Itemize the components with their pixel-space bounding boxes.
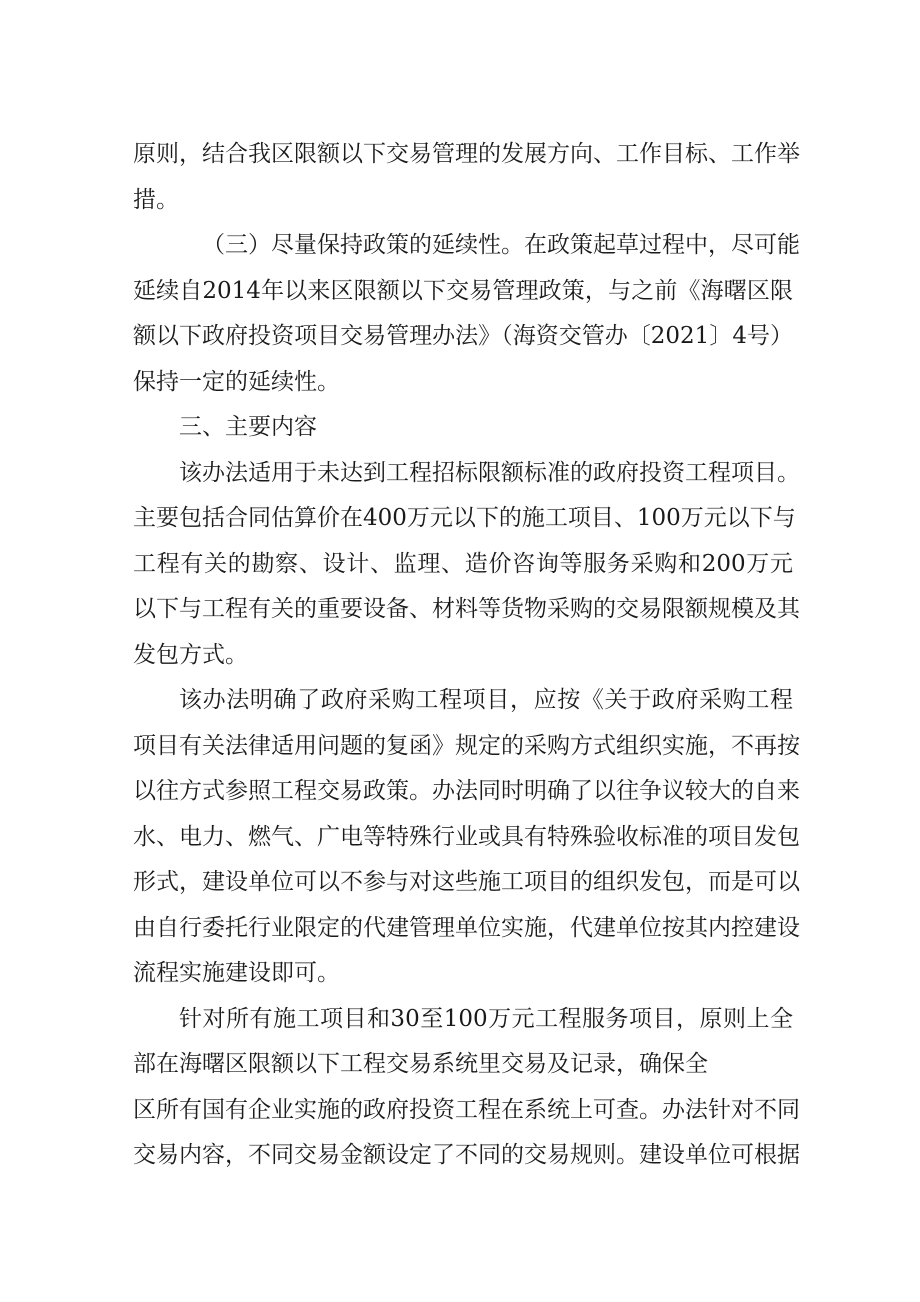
paragraph-line: 以往方式参照工程交易政策。办法同时明确了以往争议较大的自来 bbox=[133, 778, 800, 804]
paragraph-line: 水、电力、燃气、广电等特殊行业或具有特殊验收标准的项目发包 bbox=[133, 823, 800, 850]
paragraph-line: 形式，建设单位可以不参与对这些施工项目的组织发包，而是可以 bbox=[133, 869, 800, 895]
paragraph-line: 交易内容，不同交易金额设定了不同的交易规则。建设单位可根据 bbox=[133, 1142, 800, 1168]
paragraph-line: 以下与工程有关的重要设备、材料等货物采购的交易限额规模及其 bbox=[133, 596, 800, 622]
document-body bbox=[133, 132, 800, 1179]
paragraph-line: 流程实施建设即可。 bbox=[133, 960, 340, 986]
paragraph-line: 部在海曙区限额以下工程交易系统里交易及记录，确保全 bbox=[133, 1051, 708, 1077]
paragraph-line: 发包方式。 bbox=[133, 641, 248, 668]
paragraph-line: 工程有关的勘察、设计、监理、造价咨询等服务采购和200万元 bbox=[133, 550, 793, 577]
paragraph-line: 延续自2014年以来区限额以下交易管理政策，与之前《海曙区限 bbox=[133, 277, 793, 304]
paragraph-line: 项目有关法律适用问题的复函》规定的采购方式组织实施，不再按 bbox=[133, 732, 800, 759]
paragraph-line: 主要包括合同估算价在400万元以下的施工项目、100万元以下与 bbox=[133, 505, 796, 531]
paragraph-line: 该办法明确了政府采购工程项目，应按《关于政府采购工程 bbox=[179, 687, 793, 713]
paragraph-line: 由自行委托行业限定的代建管理单位实施，代建单位按其内控建设 bbox=[133, 914, 800, 941]
paragraph-line: 保持一定的延续性。 bbox=[133, 368, 340, 395]
paragraph-line: （三）尽量保持政策的延续性。在政策起草过程中，尽可能 bbox=[202, 232, 800, 258]
section-heading: 三、主要内容 bbox=[179, 414, 317, 440]
paragraph-line: 针对所有施工项目和30至100万元工程服务项目，原则上全 bbox=[179, 1005, 793, 1032]
paragraph-line: 原则，结合我区限额以下交易管理的发展方向、工作目标、工作举 bbox=[133, 141, 800, 167]
paragraph-line: 措。 bbox=[133, 186, 179, 213]
paragraph-line: 额以下政府投资项目交易管理办法》（海资交管办〔2021〕4号） bbox=[133, 323, 793, 349]
paragraph-line: 区所有国有企业实施的政府投资工程在系统上可查。办法针对不同 bbox=[133, 1096, 800, 1123]
paragraph-line: 该办法适用于未达到工程招标限额标准的政府投资工程项目。 bbox=[179, 459, 800, 486]
